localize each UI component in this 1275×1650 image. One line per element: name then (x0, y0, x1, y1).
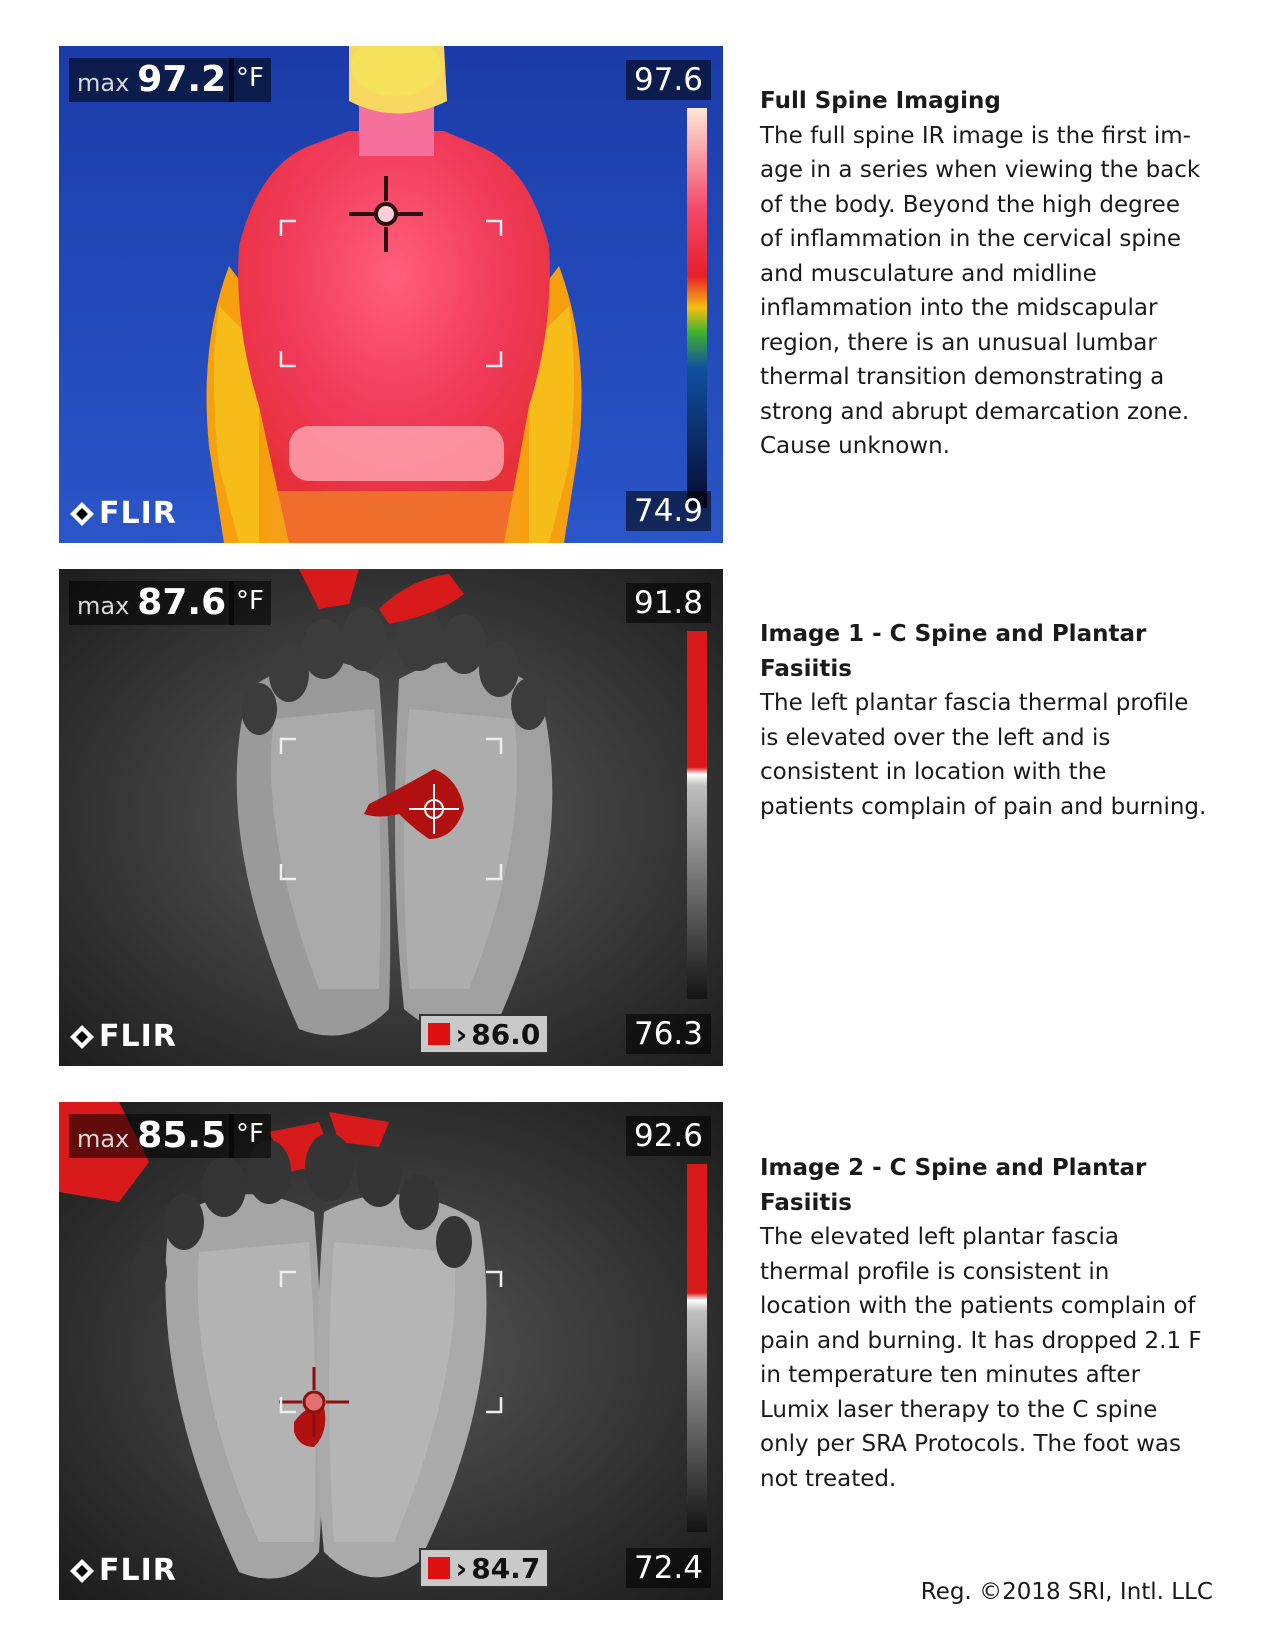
body-line: of the body. Beyond the high degree (760, 191, 1180, 218)
section-title: Image 1 - C Spine and Plantar Fasiitis (760, 621, 1147, 682)
max-temp-readout (69, 58, 234, 102)
spine-thermal-scene (59, 46, 723, 543)
max-value: 97.2 (137, 59, 227, 100)
color-scale-bar (687, 1164, 707, 1532)
flir-logo-text: FLIR (99, 1019, 177, 1054)
section-image-2 (760, 1151, 1230, 1496)
flir-logo-text: FLIR (99, 1553, 177, 1588)
alarm-color-swatch (428, 1557, 450, 1579)
flir-logo (69, 496, 177, 531)
section-title: Full Spine Imaging (760, 88, 1001, 114)
scale-max: 92.6 (626, 1116, 711, 1156)
max-temp-readout (69, 1114, 234, 1158)
body-line: patients complain of pain and burning. (760, 793, 1207, 820)
body-line: thermal profile is consistent in (760, 1258, 1110, 1285)
max-label: max (77, 592, 130, 620)
temp-unit: °F (229, 1114, 271, 1158)
max-temp-readout (69, 581, 234, 625)
temp-unit: °F (229, 58, 271, 102)
alarm-value: 84.7 (471, 1551, 541, 1585)
scale-max: 91.8 (626, 583, 711, 623)
alarm-threshold (419, 1548, 549, 1588)
body-line: thermal transition demonstrating a (760, 364, 1165, 390)
body-line: pain and burning. It has dropped 2.1 F (760, 1327, 1202, 1354)
color-scale-bar (687, 108, 707, 508)
copyright-footer: Reg. ©2018 SRI, Intl. LLC (920, 1579, 1213, 1605)
flir-diamond-icon (69, 1024, 95, 1050)
flir-logo-text: FLIR (99, 496, 177, 531)
scale-min: 72.4 (626, 1548, 711, 1588)
greater-than-icon: › (455, 1017, 468, 1051)
flir-logo (69, 1553, 177, 1588)
body-line: location with the patients complain of (760, 1293, 1196, 1319)
alarm-color-swatch (428, 1023, 450, 1045)
thermal-image-feet-2 (59, 1102, 723, 1600)
flir-diamond-icon (69, 1558, 95, 1584)
flir-logo (69, 1019, 177, 1054)
body-line: consistent in location with the (760, 759, 1107, 785)
body-line: The elevated left plantar fascia (760, 1224, 1119, 1250)
thermal-image-feet-1 (59, 569, 723, 1066)
body-line: The left plantar fascia thermal profile (760, 690, 1189, 716)
max-label: max (77, 69, 130, 97)
max-value: 85.5 (137, 1115, 227, 1156)
body-line: only per SRA Protocols. The foot was (760, 1431, 1182, 1457)
color-scale-bar (687, 631, 707, 999)
body-line: and musculature and midline (760, 260, 1097, 287)
body-line: is elevated over the left and is (760, 724, 1111, 751)
body-line: region, there is an unusual lumbar (760, 329, 1157, 356)
flir-diamond-icon (69, 501, 95, 527)
greater-than-icon: › (455, 1551, 468, 1585)
max-value: 87.6 (137, 582, 227, 623)
body-line: in temperature ten minutes after (760, 1362, 1141, 1388)
section-image-1 (760, 617, 1230, 824)
temp-unit: °F (229, 581, 271, 625)
body-line: inflammation into the midscapular (760, 295, 1158, 321)
body-line: age in a series when viewing the back (760, 157, 1201, 183)
scale-min: 76.3 (626, 1014, 711, 1054)
body-line: The full spine IR image is the first im- (760, 122, 1191, 149)
thermal-image-full-spine (59, 46, 723, 543)
body-line: of inflammation in the cervical spine (760, 226, 1182, 252)
feet-thermal-scene-1 (59, 569, 723, 1066)
section-title: Image 2 - C Spine and Plantar Fasiitis (760, 1155, 1147, 1216)
body-line: Cause unknown. (760, 433, 950, 459)
scale-min: 74.9 (626, 491, 711, 531)
feet-thermal-scene-2 (59, 1102, 723, 1600)
max-label: max (77, 1125, 130, 1153)
scale-max: 97.6 (626, 60, 711, 100)
alarm-value: 86.0 (471, 1017, 541, 1051)
body-line: strong and abrupt demarcation zone. (760, 398, 1190, 425)
body-line: not treated. (760, 1465, 897, 1492)
section-full-spine (760, 84, 1230, 464)
alarm-threshold (419, 1014, 549, 1054)
body-line: Lumix laser therapy to the C spine (760, 1396, 1158, 1423)
